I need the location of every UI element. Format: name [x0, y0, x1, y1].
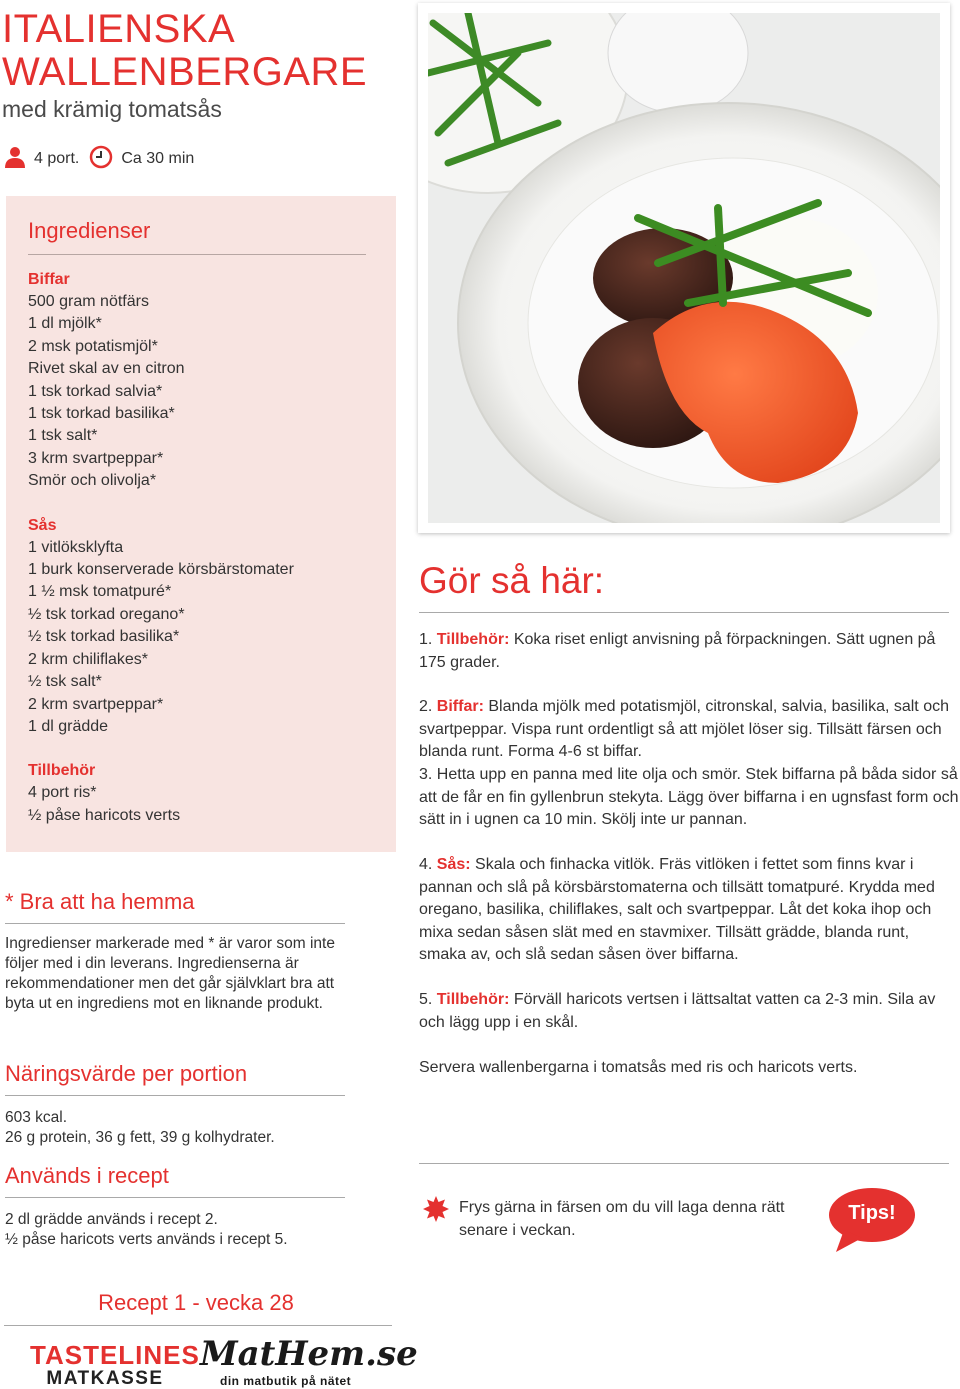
steps-heading: Gör så här:	[419, 560, 605, 601]
step-2-label: Biffar:	[436, 698, 484, 715]
tips-badge-label: Tips!	[848, 1202, 896, 1224]
tips-divider	[419, 1163, 949, 1164]
nutrition-heading: Näringsvärde per portion	[5, 1061, 248, 1086]
mathem-logo	[200, 1334, 418, 1388]
used-in-heading: Används i recept	[5, 1163, 169, 1188]
step-4-number: 4.	[419, 856, 437, 873]
ingredient-item: 1 dl mjölk*	[28, 315, 102, 333]
tastelines-logo	[30, 1340, 200, 1389]
step-4-label: Sås:	[436, 856, 471, 873]
dish-image	[428, 13, 940, 523]
step-1	[419, 629, 959, 674]
nutrition-divider	[5, 1095, 345, 1096]
ingredient-item: 2 krm chiliflakes*	[28, 650, 149, 668]
portions-label: 4 port.	[34, 150, 80, 167]
ingredients-divider	[28, 254, 366, 255]
ingredient-item: 500 gram nötfärs	[28, 293, 149, 310]
recipe-subtitle: med krämig tomatsås	[2, 96, 222, 122]
ingredient-group	[28, 760, 396, 827]
ingredient-group-title: Biffar	[28, 271, 70, 288]
footer-divider	[4, 1325, 392, 1326]
recipe-meta	[4, 146, 194, 172]
ingredient-item: 2 msk potatismjöl*	[28, 337, 158, 355]
step-4	[419, 854, 959, 967]
week-label: Recept 1 - vecka 28	[98, 1290, 294, 1315]
step-3	[419, 764, 959, 832]
step-5	[419, 989, 959, 1034]
step-2-number: 2.	[419, 698, 437, 715]
clock-icon	[89, 145, 113, 174]
step-1-number: 1.	[419, 631, 437, 648]
used-in-section	[5, 1163, 345, 1250]
tips-text: Frys gärna in färsen om du vill laga denna rätt senare i veckan.	[459, 1199, 785, 1239]
step-5-text: Förväll haricots vertsen i lättsaltat vatten ca 2-3 min. Sila av och lägg upp i en skål.	[419, 991, 936, 1031]
ingredient-item: ½ tsk salt*	[28, 673, 102, 691]
ingredient-item: 1 tsk torkad basilika*	[28, 405, 175, 423]
step-3-number: 3.	[419, 766, 437, 783]
step-1-text: Koka riset enligt anvisning på förpackningen. Sätt ugnen på 175 grader.	[419, 631, 936, 671]
starburst-icon	[423, 1196, 449, 1227]
person-icon	[4, 146, 26, 173]
serving-note: Servera wallenbergarna i tomatsås med ris och haricots verts.	[419, 1059, 858, 1076]
pantry-section	[5, 889, 345, 1014]
tastelines-logo-line-1: TASTELINES	[30, 1340, 200, 1370]
recipe-title-block	[2, 8, 422, 123]
ingredient-group	[28, 515, 396, 739]
ingredient-group	[28, 269, 396, 493]
ingredient-item: 1 tsk torkad salvia*	[28, 382, 163, 400]
nutrition-macros: 26 g protein, 36 g fett, 39 g kolhydrater.	[5, 1129, 275, 1146]
used-in-line-1: 2 dl grädde används i recept 2.	[5, 1211, 218, 1228]
ingredient-item: 1 tsk salt*	[28, 427, 98, 445]
ingredient-item: 1 ½ msk tomatpuré*	[28, 583, 172, 601]
nutrition-kcal: 603 kcal.	[5, 1109, 68, 1126]
ingredient-item: 4 port ris*	[28, 784, 97, 802]
ingredient-item: ½ påse haricots verts	[28, 806, 181, 824]
tips-badge	[826, 1186, 916, 1254]
mathem-logo-wordmark: MatHem.se	[200, 1334, 418, 1374]
dish-photo	[418, 3, 950, 533]
time-label: Ca 30 min	[121, 150, 195, 167]
used-in-divider	[5, 1197, 345, 1198]
ingredient-item: 1 dl grädde	[28, 717, 109, 735]
ingredient-item: 3 krm svartpeppar*	[28, 449, 164, 467]
nutrition-section	[5, 1061, 345, 1148]
pantry-heading: * Bra att ha hemma	[5, 889, 195, 914]
ingredient-item: Smör och olivolja*	[28, 472, 157, 490]
ingredient-item: Rivet skal av en citron	[28, 360, 185, 378]
step-1-label: Tillbehör:	[436, 631, 510, 648]
recipe-title-line-1: ITALIENSKA	[2, 7, 236, 51]
ingredient-group-title: Sås	[28, 516, 57, 534]
ingredient-groups	[28, 269, 396, 827]
step-2-text: Blanda mjölk med potatismjöl, citronskal, salvia, basilika, salt och svartpeppar. Vispa runt ordentligt så att mjölet löser sig. Tillsätt färsen och blanda runt. Forma 4-6 st biffar.	[419, 698, 949, 761]
pantry-text: Ingredienser markerade med * är varor som inte följer med i din leverans. Ingredienserna är rekommendationer men det går självklart bra att byta ut en ingrediens mot en liknande produkt.	[5, 935, 335, 1012]
steps-divider	[419, 612, 949, 613]
used-in-line-2: ½ påse haricots verts används i recept 5.	[5, 1231, 288, 1248]
ingredient-item: 1 vitlöksklyfta	[28, 538, 124, 556]
ingredients-heading: Ingredienser	[28, 218, 151, 243]
ingredient-group-title: Tillbehör	[28, 762, 96, 780]
step-4-text: Skala och finhacka vitlök. Fräs vitlöken i fettet som finns kvar i pannan och slå på körsbärstomaterna och tillsätt tomatpuré. Krydda med oregano, basilika, chiliflakes, salt och svartpeppar. Låt det koka ihop och mixa sedan såsen slät med en stavmixer. Tillsätt grädde, blanda runt, smaka av, och slå sedan såsen över biffarna.	[419, 856, 935, 964]
pantry-divider	[5, 923, 345, 924]
ingredients-panel	[6, 196, 396, 852]
tastelines-logo-line-2: MATKASSE	[46, 1368, 164, 1389]
ingredient-item: ½ tsk torkad oregano*	[28, 605, 185, 623]
ingredient-item: 1 burk konserverade körsbärstomater	[28, 561, 294, 579]
step-2	[419, 696, 959, 764]
step-5-number: 5.	[419, 991, 437, 1008]
ingredient-item: 2 krm svartpeppar*	[28, 695, 164, 713]
step-3-text: Hetta upp en panna med lite olja och smör. Stek biffarna på båda sidor så att de får en fin gyllenbrun stekyta. Lägg över biffarna i en ugnsfast form och sätt in i ugnen ca 10 min. Skölj inte ur pannan.	[419, 766, 959, 829]
recipe-title-line-2: WALLENBERGARE	[2, 50, 368, 94]
ingredient-item: ½ tsk torkad basilika*	[28, 628, 180, 646]
step-5-label: Tillbehör:	[436, 991, 510, 1008]
mathem-tagline: din matbutik på nätet	[220, 1374, 352, 1388]
